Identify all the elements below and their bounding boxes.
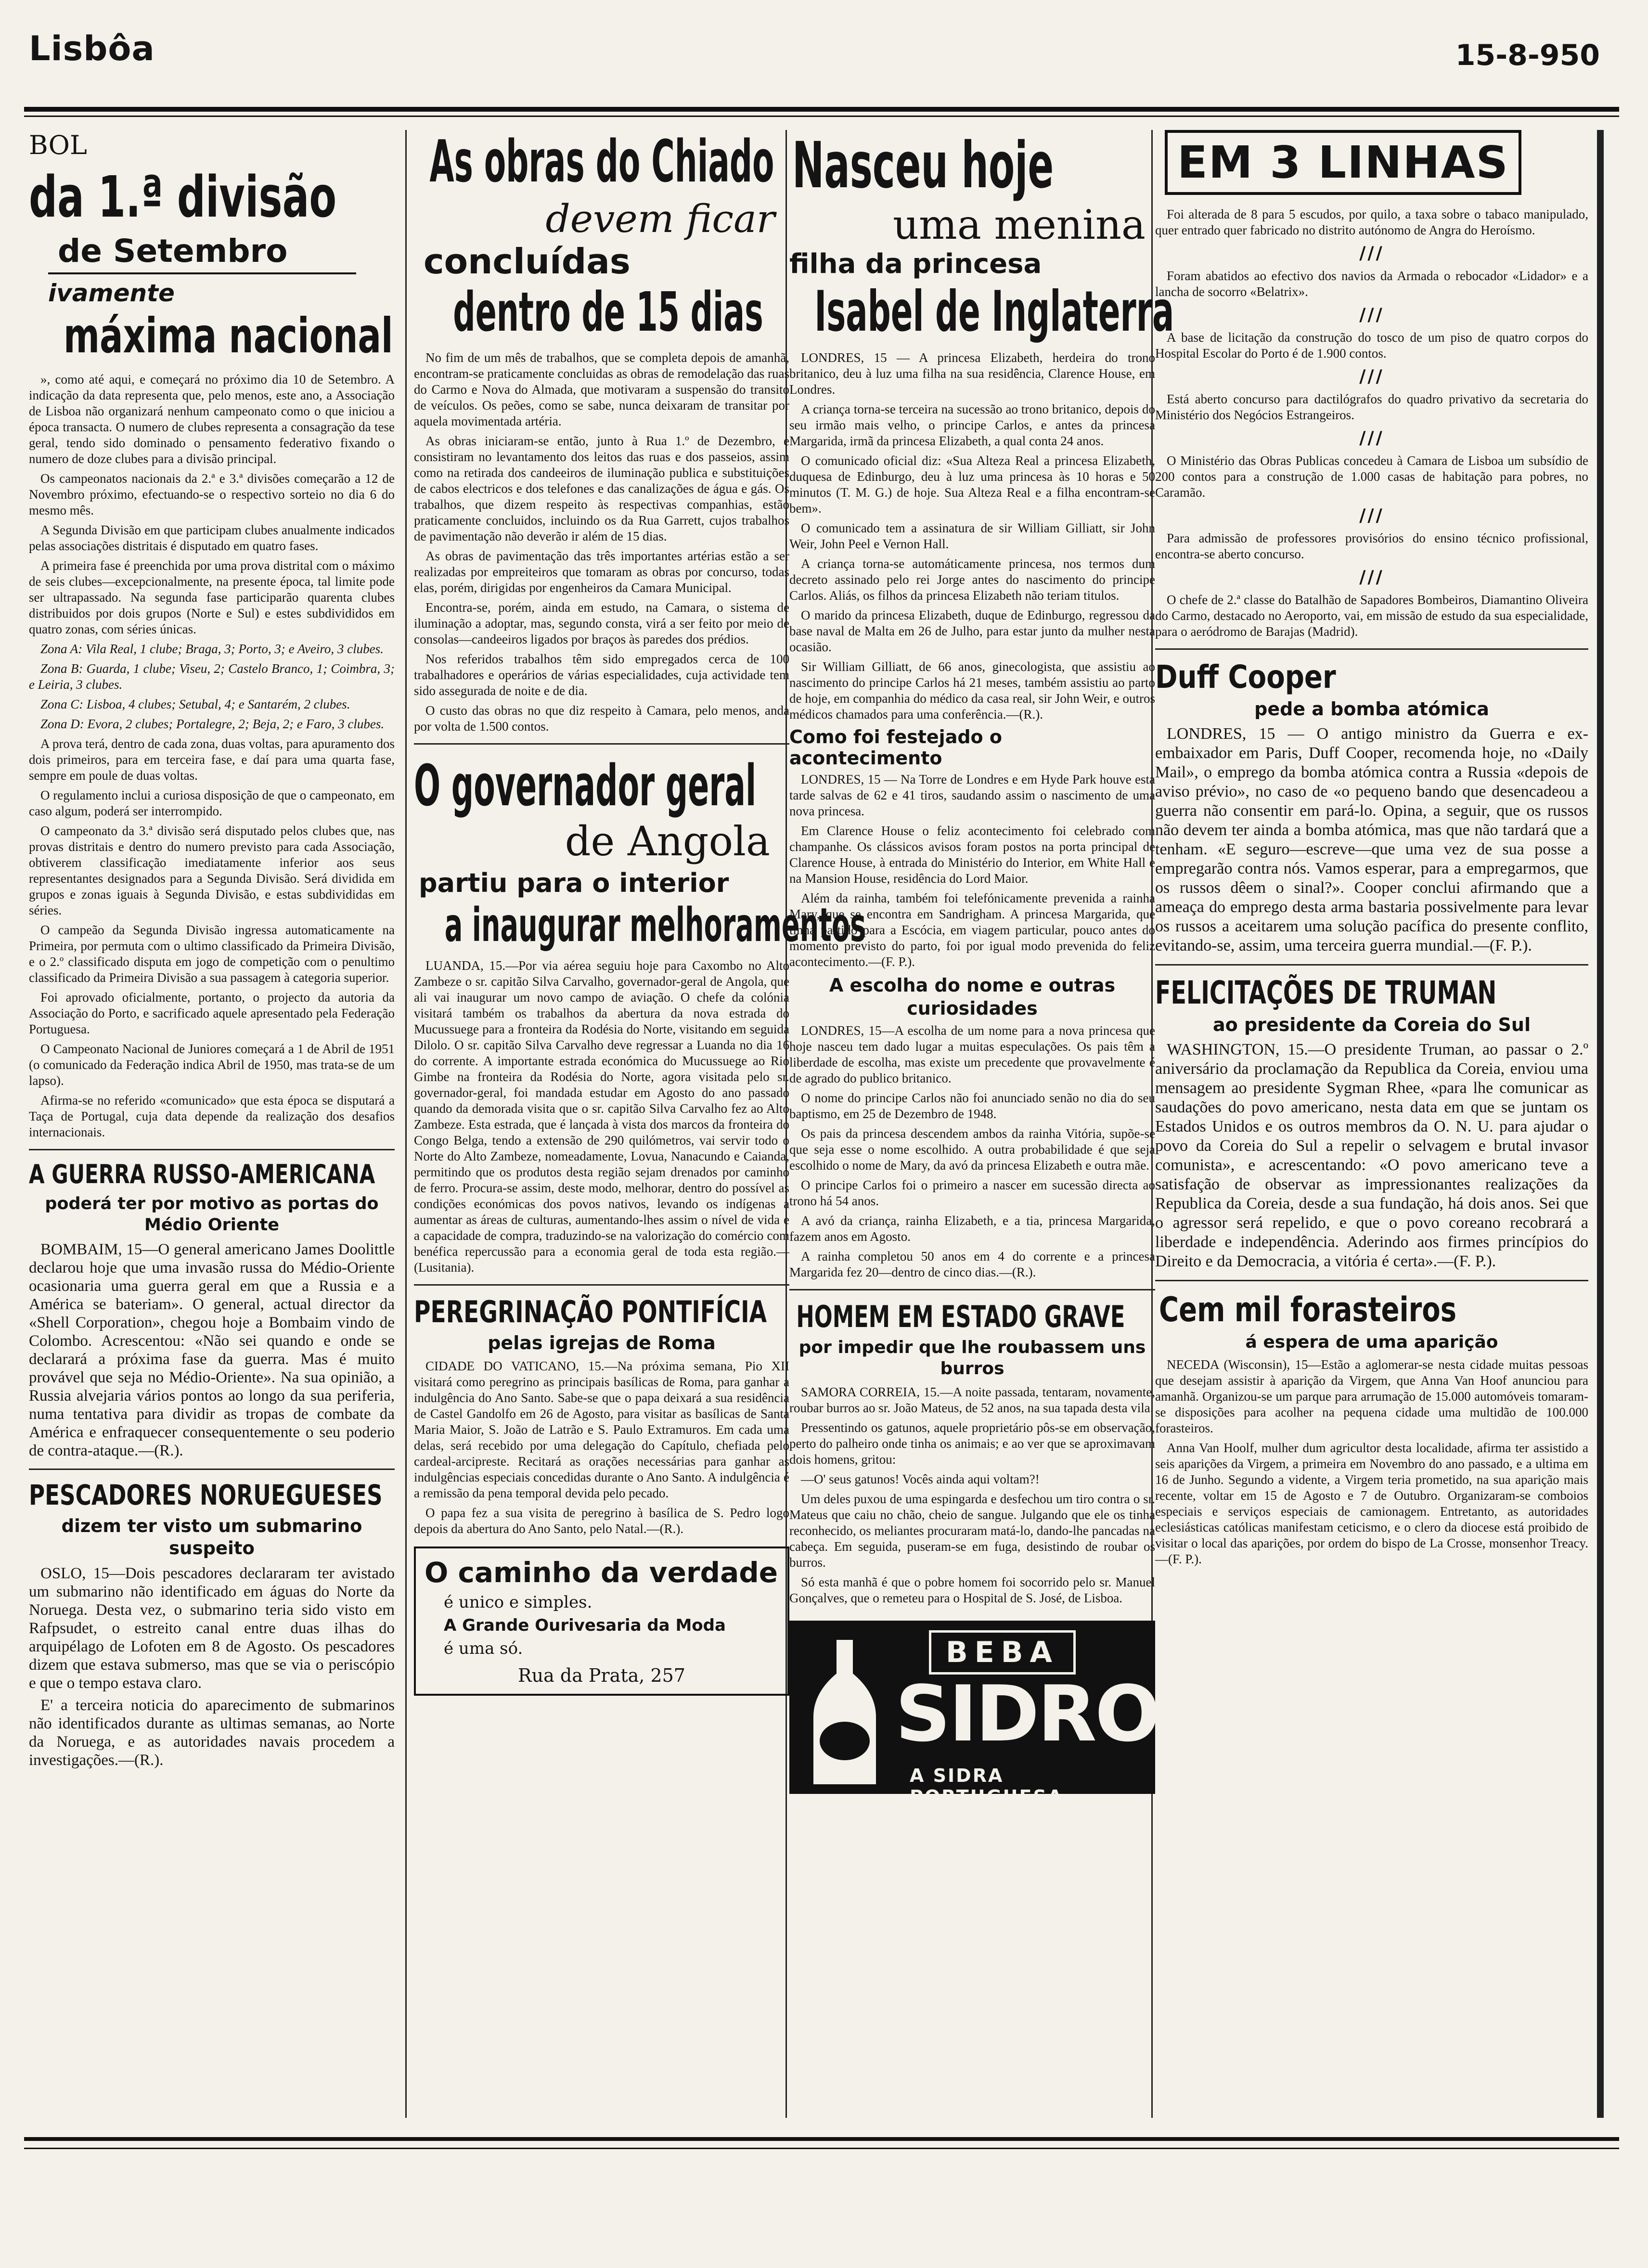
- brief-item: O chefe de 2.ª classe do Batalhão de Sapadores Bombeiros, Diamantino Oliveira do Carmo, destacado no Aeroporto, vai, em missão de estudo da sua especialidade, para o aeródromo de Barajas (Madrid).: [1155, 593, 1588, 639]
- article-paragraph: A Segunda Divisão em que participam clubes anualmente indicados pelas associações distritais é disputado em quatro fases.: [29, 523, 395, 553]
- article-paragraph: A avó da criança, rainha Elizabeth, e a tia, princesa Margarida, fazem anos em Agosto.: [789, 1213, 1155, 1244]
- article-paragraph: Só esta manhã é que o pobre homem foi socorrido pelo sr. Manuel Gonçalves, que o remeteu para o Hospital de S. José, de Lisboa.: [789, 1575, 1155, 1605]
- brief-separator: ///: [1359, 567, 1384, 587]
- article-paragraph: —O' seus gatunos! Vocês ainda aqui voltam?!: [801, 1472, 1040, 1486]
- ad-tagline: A SIDRA PORTUGUESA: [910, 1765, 1064, 1807]
- chiado-headline-1: As obras do Chiado: [429, 129, 774, 195]
- article-paragraph: OSLO, 15—Dois pescadores declararam ter avistado um submarino não identificado em águas do Norte da Noruega. Desta vez, o submarino teria sido visto em Rafpsudet, o estreito canal entre duas ilhas do arquipélago de Lofoten em 8 de Agosto. Os pescadores dizem que estava submerso, mas que se via o periscópio e que o tempo estava claro.: [29, 1565, 395, 1692]
- article-divider: [1155, 964, 1588, 966]
- article-paragraph: O marido da princesa Elizabeth, duque de Edinburgo, regressou da base naval de Malta em 26 de Julho, para estar junto da mulher nesta ocasião.: [789, 608, 1155, 654]
- article-paragraph: A criança torna-se automáticamente princesa, nos termos dum decreto assinado pelo rei Jorge antes do nascimento do principe Carlos. Aliás, os filhos da princesa Elizabeth não teriam titulos.: [789, 556, 1155, 603]
- ad-brand: SIDROR: [895, 1669, 1216, 1759]
- em-3-linhas-box: EM 3 LINHAS: [1165, 130, 1521, 195]
- article-paragraph: Encontra-se, porém, ainda em estudo, na Camara, o sistema de iluminação a adoptar, mas, segundo consta, virá a ser feito por meio de consolas—candeeiros ligados por braços às paredes dos prédios.: [414, 600, 789, 646]
- article-paragraph: Em Clarence House o feliz acontecimento foi celebrado com champanhe. Os clássicos avisos foram postos na porta principal de Clarence House, à entrada do Ministério do Interior, em White Hall e na Mansion House, residência do Lord Maior.: [789, 824, 1155, 886]
- article-paragraph: LONDRES, 15—A escolha de um nome para a nova princesa que hoje nasceu tem dado lugar a muitas especulações. Os pais têm a liberdade de escolha, mas existe um precedente que provavelmente é de agrado do publico britanico.: [789, 1023, 1155, 1085]
- ad-line: é uma só.: [444, 1639, 523, 1658]
- article-paragraph: Sir William Gilliatt, de 66 anos, ginecologista, que assistiu ao nascimento do principe Carlos há 21 meses, também assistiu ao parto de hoje, em companhia do médico da casa real, sir John Weir, e outros médicos chamados para uma conferência.—(R.).: [789, 659, 1155, 722]
- angola-headline-1: O governador geral: [414, 752, 757, 819]
- underline-rule: [48, 272, 356, 274]
- article-divider: [1155, 1280, 1588, 1281]
- forasteiros-subhead: á espera de uma aparição: [1245, 1332, 1498, 1352]
- princess-headline-1: Nasceu hoje: [792, 129, 1054, 203]
- article-paragraph: A primeira fase é preenchida por uma prova distrital com o máximo de seis clubes—excepcionalmente, na presente época, tal limite pode ser ultrapassado. Na segunda fase participarão quarenta clubes distribuidos por dois grupos (Norte e Sul) e estes subdivididos em quatro zonas, com séries únicas.: [29, 558, 395, 636]
- article-paragraph: O campeonato da 3.ª divisão será disputado pelos clubes que, nas provas distritais e dentro do numero previsto para cada Associação, obtiverem classificação imediatamente inferior aos seus representantes designados para a Segunda Divisão. Será dividida em grupos e zonas iguais à Segunda Divisão, e estas subdivididas em séries.: [29, 824, 395, 917]
- article-paragraph: Zona A: Vila Real, 1 clube; Braga, 3; Porto, 3; e Aveiro, 3 clubes.: [40, 642, 384, 656]
- angola-headline-2: de Angola: [565, 818, 770, 865]
- sidror-advertisement: [789, 1621, 1216, 1807]
- article-paragraph: O regulamento inclui a curiosa disposição de que o campeonato, em caso algum, poderá ser interrompido.: [29, 788, 395, 818]
- article-paragraph: Zona C: Lisboa, 4 clubes; Setubal, 4; e Santarém, 2 clubes.: [40, 697, 350, 711]
- ourivesaria-advertisement: [414, 1546, 789, 1696]
- angola-headline-3: partiu para o interior: [419, 868, 729, 898]
- article-paragraph: A prova terá, dentro de cada zona, duas voltas, para apuramento dos dois primeiros, para em terceira fase, e daí para uma quarta fase, sempre em poule de duas voltas.: [29, 736, 395, 783]
- article-paragraph: O papa fez a sua visita de peregrino à basílica de S. Pedro logo depois da abertura do Ano Santo, pelo Natal.—(R.).: [414, 1506, 789, 1536]
- article-paragraph: O campeão da Segunda Divisão ingressa automaticamente na Primeira, por permuta com o ultimo classificado da Primeira Divisão, e o 2.º classificado disputa em jogo de competição com o penultimo classificado da Primeira Divisão a sua passagem à categoria superior.: [29, 923, 395, 985]
- article-paragraph: Zona B: Guarda, 1 clube; Viseu, 2; Castelo Branco, 1; Coimbra, 3; e Leiria, 3 clubes.: [29, 661, 395, 692]
- top-rule: [24, 107, 1619, 112]
- article-paragraph: », como até aqui, e começará no próximo dia 10 de Setembro. A indicação da data representa que, pelo menos, este ano, a Associação de Lisboa não organizará nenhum campeonato como o que iniciou a época transacta. O numero de clubes representa a consagração da tese geral, tendo sido dominado o pensamento federativo fixando o numero de doze clubes para a divisão principal.: [29, 372, 395, 466]
- festejado-subhead: Como foi festejado o acontecimento: [789, 726, 1002, 769]
- article-divider: [789, 1289, 1155, 1290]
- football-headline: da 1.ª divisão: [29, 164, 337, 230]
- princess-headline-2: uma menina: [892, 201, 1146, 248]
- bottom-rule-thin: [24, 2148, 1619, 2149]
- truman-subhead: ao presidente da Coreia do Sul: [1213, 1014, 1531, 1035]
- brief-item: A base de licitação da construção do tosco de um piso de quatro corpos do Hospital Escolar do Porto é de 1.900 contos.: [1155, 330, 1588, 361]
- princess-article: [789, 350, 1155, 722]
- brief-separator: ///: [1359, 366, 1384, 387]
- article-paragraph: Os pais da princesa descendem ambos da rainha Vitória, supõe-se que seja esse o nome escolhido. A outra probabilidade é que seja escolhido o nome de Mary, da avó da princesa Elizabeth e outra mãe.: [789, 1126, 1155, 1173]
- article-paragraph: Foi aprovado oficialmente, portanto, o projecto da autoria da Associação do Porto, e sacrificado aquele apresentado pela Federação Portuguesa.: [29, 990, 395, 1036]
- homem-headline: HOMEM EM ESTADO GRAVE: [796, 1299, 1125, 1334]
- escolha-subhead: A escolha do nome e outras curiosidades: [829, 975, 1116, 1019]
- truman-article: [1155, 974, 1588, 1271]
- article-paragraph: As obras de pavimentação das três importantes artérias estão a ser realizadas por empreiteiros que tomaram as obras por concurso, todas elas, porém, dirigidas por engenheiros da Camara Municipal.: [414, 549, 789, 595]
- article-paragraph: Além da rainha, também foi telefónicamente prevenida a rainha Mary, que se encontra em Sandrigham. A princesa Margarida, que tinha partido para a Escócia, em viagem particular, pouco antes do momento previsto do parto, foi por igual modo prevenida do feliz acontecimento.—(F. P.).: [789, 891, 1155, 969]
- ad-line: é unico e simples.: [444, 1593, 592, 1612]
- homem-article: [789, 1299, 1155, 1606]
- article-paragraph: LUANDA, 15.—Por via aérea seguiu hoje para Caxombo no Alto Zambeze o sr. capitão Silva Carvalho, governador-geral de Angola, que ali vai inaugurar um novo campo de aviação. O chefe da colónia visitará também os trabalhos da abertura da nova estrada do Mucussuege para a fronteira da Rodésia do Norte, visitando em seguida Dilolo. O sr. capitão Silva Carvalho deve regressar a Luanda no dia 16 do corrente. A importante estrada económica do Mucussuege ao Rio Gimbe na fronteira da Rodésia do Norte, agora visitada pelo sr. governador-geral, foi mandada estudar em Agosto do ano passado quando da demorada visita que o sr. capitão Silva Carvalho fez ao Alto Zambeze. Esta estrada, que é lançada à vista dos marcos da fronteira do Congo Belga, tendo a extensão de 290 quilómetros, vai servir todo o Norte do Alto Zambeze, nomeadamente, Lovua, Nanacundo e Caianda, permitindo que os produtos desta região sejam drenados por caminho de ferro. Procura-se assim, deste modo, melhorar, dentro do possível as condições económicas dos povos nativos, levando os indígenas a aumentar as áreas de culturas, aumentando-lhes assim o nível de vida e a capacidade de compra, traduzindo-se na valorização do comércio com benéfica repercussão para a economia geral de toda esta região.—(Lusitania).: [414, 958, 789, 1275]
- ad-address: Rua da Prata, 257: [518, 1665, 685, 1686]
- chiado-headline-3: concluídas: [424, 241, 631, 282]
- article-paragraph: O Campeonato Nacional de Juniores começará a 1 de Abril de 1951 (o comunicado da Federação indica Abril de 1950, mas trata-se de um lapso).: [29, 1042, 395, 1088]
- pescadores-subhead: dizem ter visto um submarino suspeito: [61, 1516, 362, 1559]
- football-subhead: de Setembro: [58, 232, 288, 270]
- masthead: [29, 19, 1619, 77]
- column-3: [789, 129, 1216, 1807]
- chiado-article: [414, 350, 789, 735]
- peregrinacao-article: [414, 1294, 789, 1537]
- pescadores-article: [29, 1479, 395, 1769]
- brief-separator: ///: [1359, 505, 1384, 526]
- forasteiros-headline: Cem mil forasteiros: [1159, 1290, 1457, 1329]
- article-paragraph: E' a terceira noticia do aparecimento de submarinos não identificados durante as ultimas semanas, ao Norte da Noruega, e as autoridades navais procedem a investigações.—(R.).: [29, 1697, 395, 1769]
- article-divider: [414, 743, 789, 745]
- article-paragraph: Os campeonatos nacionais da 2.ª e 3.ª divisões começarão a 12 de Novembro próximo, efectuando-se o respectivo sorteio no dia 6 do mesmo mês.: [29, 471, 395, 517]
- chiado-headline-2: devem ficar: [545, 196, 775, 241]
- pescadores-headline: PESCADORES NORUEGUESES: [29, 1479, 383, 1511]
- issue-date: 15-8-950: [1455, 39, 1600, 72]
- article-paragraph: O comunicado tem a assinatura de sir William Gilliatt, sir John Weir, John Peel e Vernon Hall.: [789, 521, 1155, 551]
- article-paragraph: A rainha completou 50 anos em 4 do corrente e a princesa Margarida fez 20—dentro de cinco dias.—(R.).: [789, 1249, 1155, 1279]
- article-divider: [1155, 648, 1588, 650]
- bottom-rule: [24, 2137, 1619, 2141]
- brief-item: Foi alterada de 8 para 5 escudos, por quilo, a taxa sobre o tabaco manipulado, quer entrado quer fabricado no distrito autónomo de Angra do Heroísmo.: [1155, 207, 1588, 237]
- column-4: [1155, 130, 1588, 1571]
- article-paragraph: Anna Van Hoolf, mulher dum agricultor desta localidade, afirma ter assistido a seis aparições da Virgem, a primeira em Novembro do ano passado, e a ultima em 16 de Junho. Segundo a vidente, a Virgem teria prometido, na sua aparição mais recente, voltar em 15 de Agosto e 7 de Outubro. Organizaram-se comboios especiais e serviços especiais de camionagem. Entretanto, as autoridades eclesiásticas católicas manifestam ceticismo, e o clero da diocese está proibido de visitar o local das aparições, por ordem do bispo de La Crosse, monsenhor Treacy.—(F. P.).: [1155, 1441, 1588, 1566]
- brief-item: Para admissão de professores provisórios do ensino técnico profissional, encontra-se aberto concurso.: [1155, 531, 1588, 561]
- column-divider: [405, 130, 407, 2118]
- article-divider: [29, 1149, 395, 1150]
- article-paragraph: O comunicado oficial diz: «Sua Alteza Real a princesa Elizabeth, duquesa de Edinburgo, deu à luz uma princesa às 10 horas e 50 minutos (T. M. G.) de hoje. Sua Alteza Real e a filha encontram-se bem».: [789, 453, 1155, 515]
- guerra-subhead: poderá ter por motivo as portas do Médio Oriente: [45, 1194, 379, 1235]
- article-paragraph: Um deles puxou de uma espingarda e desfechou um tiro contra o sr. Mateus que caiu no chão, cheio de sangue. Julgando que ele os tinha reconhecido, os meliantes procuraram matá-lo, dando-lhe pancadas na cabeça. Em seguida, puseram-se em fuga, desistindo de roubar os burros.: [789, 1492, 1155, 1570]
- duff-headline: Duff Cooper: [1155, 658, 1336, 696]
- article-paragraph: CIDADE DO VATICANO, 15.—Na próxima semana, Pio XII visitará como peregrino as principais basílicas de Roma, para ganhar a indulgência do Ano Santo. Sabe-se que o papa deixará a sua residência de Castel Gandolfo em 26 de Agosto, para visitar as basílicas de Santa Maria Maior, S. João de Latrão e S. Paulo Extramuros. Em cada uma delas, será recebido por uma delegação do Capítulo, chefiada pelo cardeal-arcipreste. Recitará as orações necessárias para ganhar as indulgências especiais concedidas durante o Ano Santo. A indulgência é a remissão da pena temporal devida pelo pecado.: [414, 1359, 789, 1500]
- article-paragraph: O principe Carlos foi o primeiro a nascer em sucessão directa ao trono há 54 anos.: [789, 1178, 1155, 1208]
- ad-beba: BEBA: [929, 1630, 1076, 1675]
- peregrinacao-headline: PEREGRINAÇÃO PONTIFÍCIA: [414, 1294, 767, 1329]
- column-2: [414, 129, 866, 1696]
- article-paragraph: O custo das obras no que diz respeito à Camara, pelo menos, anda por volta de 1.500 contos.: [414, 703, 789, 734]
- ad-line: A Grande Ourivesaria da Moda: [444, 1616, 726, 1635]
- angola-headline-4: a inaugurar melhoramentos: [444, 898, 866, 952]
- ad-title: O caminho da verdade: [425, 1556, 778, 1589]
- brief-separator: ///: [1359, 243, 1384, 263]
- brief-news-list: [1155, 206, 1588, 640]
- brief-item: O Ministério das Obras Publicas concedeu à Camara de Lisboa um subsídio de 200 contos para a construção de 1.000 casas de habitação para pobres, no Caramão.: [1155, 453, 1588, 500]
- homem-subhead: por impedir que lhe roubassem uns burros: [798, 1338, 1146, 1379]
- princess-headline-4: Isabel de Inglaterra: [814, 279, 1174, 344]
- football-article: [29, 372, 395, 1140]
- brief-separator: ///: [1359, 305, 1384, 325]
- right-border-rule: [1597, 130, 1604, 2118]
- article-paragraph: SAMORA CORREIA, 15.—A noite passada, tentaram, novamente, roubar burros ao sr. João Mateus, de 52 anos, na sua tapada desta vila.: [789, 1385, 1155, 1415]
- article-paragraph: Pressentindo os gatunos, aquele proprietário pôs-se em observação, perto do palheiro onde tinha os animais; e ao ver que se aproximavam dois homens, gritou:: [789, 1420, 1155, 1467]
- article-paragraph: NECEDA (Wisconsin), 15—Estão a aglomerar-se nesta cidade muitas pessoas que desejam assistir à aparição da Virgem, que Anna Van Hoof anunciou para amanhã. Organizou-se um parque para arrumação de 15.000 automóveis tomaram-se disposições para acolher na pequena cidade uma multidão de 100.000 forasteiros.: [1155, 1357, 1588, 1435]
- duff-subhead: pede a bomba atómica: [1254, 698, 1489, 720]
- angola-article: [414, 752, 866, 1276]
- article-paragraph: LONDRES, 15 — O antigo ministro da Guerra e ex-embaixador em Paris, Duff Cooper, recomenda hoje, no «Daily Mail», o emprego da bomba atómica contra a Russia «depois de aviso prévio», no caso de «o pequeno bando que desencadeou a guerra não consentir em pará-lo. Opina, a seguir, que os russos não devem ter ainda a bomba atómica, mas que não tardará que a tenham. «E seguro—escreve—que uma vez de sua posse a empregarão contra nós. Vamos esperar, para a empregarmos, que os russos dêem o sinal?». Cooper conclui afirmando que a ameaça do emprego desta arma bastaria possivelmente para levar os russos a aceitarem uma solução pacífica do presente conflito, evitando-se, assim, uma terceira guerra mundial.—(F. P.).: [1155, 725, 1588, 954]
- column-1: [29, 130, 395, 1773]
- truman-headline: FELICITAÇÕES DE TRUMAN: [1155, 974, 1497, 1011]
- article-paragraph: No fim de um mês de trabalhos, que se completa depois de amanhã, encontram-se praticamente concluidas as obras de remodelação das ruas do Carmo e Nova do Almada, que motivaram a suspensão do transito de veículos. Os peões, como se sabe, nunca deixaram de transitar por aquela movimentada artéria.: [414, 350, 789, 428]
- cider-bottle-icon: [804, 1640, 886, 1784]
- brief-item: Está aberto concurso para dactilógrafos do quadro privativo da secretaria do Ministério dos Negócios Estrangeiros.: [1155, 392, 1588, 422]
- article-paragraph: O nome do principe Carlos não foi anunciado senão no dia do seu baptismo, em 25 de Dezembro de 1948.: [789, 1091, 1155, 1121]
- duff-cooper-article: [1155, 658, 1588, 955]
- newspaper-name: Lisbôa: [29, 29, 155, 68]
- brief-separator: ///: [1359, 428, 1384, 448]
- peregrinacao-subhead: pelas igrejas de Roma: [488, 1332, 716, 1353]
- section-kicker: BOL: [29, 130, 87, 160]
- chiado-headline-4: dentro de 15 dias: [453, 281, 763, 344]
- article-paragraph: LONDRES, 15 — Na Torre de Londres e em Hyde Park houve esta tarde salvas de 62 e 41 tiros, saudando assim o nascimento de uma nova princesa.: [789, 772, 1155, 818]
- football-headline-2: máxima nacional: [64, 308, 393, 364]
- article-paragraph: LONDRES, 15 — A princesa Elizabeth, herdeira do trono britanico, deu à luz uma filha na sua residência, Clarence House, em Londres.: [789, 350, 1155, 397]
- article-divider: [29, 1469, 395, 1470]
- article-paragraph: WASHINGTON, 15.—O presidente Truman, ao passar o 2.º aniversário da proclamação da Republica da Coreia, enviou uma mensagem ao presidente Sygman Rhee, «para lhe comunicar as saudações do povo americano, nesta data em que se juntam os Estados Unidos e os outros membros da O. N. U. para ajudar o povo da Coreia do Sul a repelir o selvagem e brutal invasor comunista», e acrescentando: «O povo americano teve a satisfação de observar as impressionantes realizações da Republica da Coreia, desde a sua fundação, há dois anos. Sei que o agressor será repelido, e que o povo coreano recobrará a liberdade e independência. Aderindo aos firmes princípios do Direito e da Democracia, a vitória é certa».—(F. P.).: [1155, 1041, 1588, 1270]
- brief-item: Foram abatidos ao efectivo dos navios da Armada o rebocador «Lidador» e a lancha de socorro «Belatrix».: [1155, 269, 1588, 299]
- article-paragraph: Zona D: Evora, 2 clubes; Portalegre, 2; Beja, 2; e Faro, 3 clubes.: [40, 717, 385, 731]
- forasteiros-article: [1155, 1290, 1588, 1567]
- article-paragraph: Nos referidos trabalhos têm sido empregados cerca de 100 trabalhadores e operários de várias especialidades, cuja actividade tem sido assegurada de noite e de dia.: [414, 652, 789, 698]
- article-divider: [414, 1284, 789, 1286]
- princess-headline-3: filha da princesa: [789, 248, 1042, 280]
- article-paragraph: BOMBAIM, 15—O general americano James Doolittle declarou hoje que uma invasão russa do Médio-Oriente ocasionaria uma guerra geral em que a Russia e a América se bateriam». O general, actual director da «Shell Corporation», chegou hoje a Bombaim vindo de Colombo. Acrescentou: «Não sei quando e onde se declarará a próxima fase da guerra. Mas é muito provável que seja no Médio-Oriente». Na sua opinião, a Russia alvejaria vários pontos ao longo da sua periferia, numa tentativa para dividir as tropas de combate da América e enfraquecer consequentemente o seu poderio de contra-ataque.—(R.).: [29, 1241, 395, 1459]
- football-subhead-2: ivamente: [48, 279, 175, 307]
- article-paragraph: As obras iniciaram-se então, junto à Rua 1.º de Dezembro, e consistiram no levantamento dos leitos das ruas e dos passeios, assim como na retirada dos candeeiros de iluminação publica e substituições de cabos electricos e dos telefones e das canalizações de água e gás. Os trabalhos, que dizem respeito às respectivas companhias, estão praticamente concluidos, incluindo os da Rua Garrett, cujos trabalhos de pavimentação não deverão ir além de 15 dias.: [414, 434, 789, 543]
- guerra-article: [29, 1159, 395, 1460]
- guerra-headline: A GUERRA RUSSO-AMERICANA: [29, 1159, 375, 1189]
- top-rule-thin: [24, 116, 1619, 117]
- article-paragraph: Afirma-se no referido «comunicado» que esta época se disputará a Taça de Portugal, cuja data depende da realização dos desafios internacionais.: [29, 1093, 395, 1139]
- article-paragraph: A criança torna-se terceira na sucessão ao trono britanico, depois do seu irmão mais velho, o principe Carlos, e antes da princesa Margarida, irmã da princesa Elizabeth, a qual conta 24 anos.: [789, 402, 1155, 448]
